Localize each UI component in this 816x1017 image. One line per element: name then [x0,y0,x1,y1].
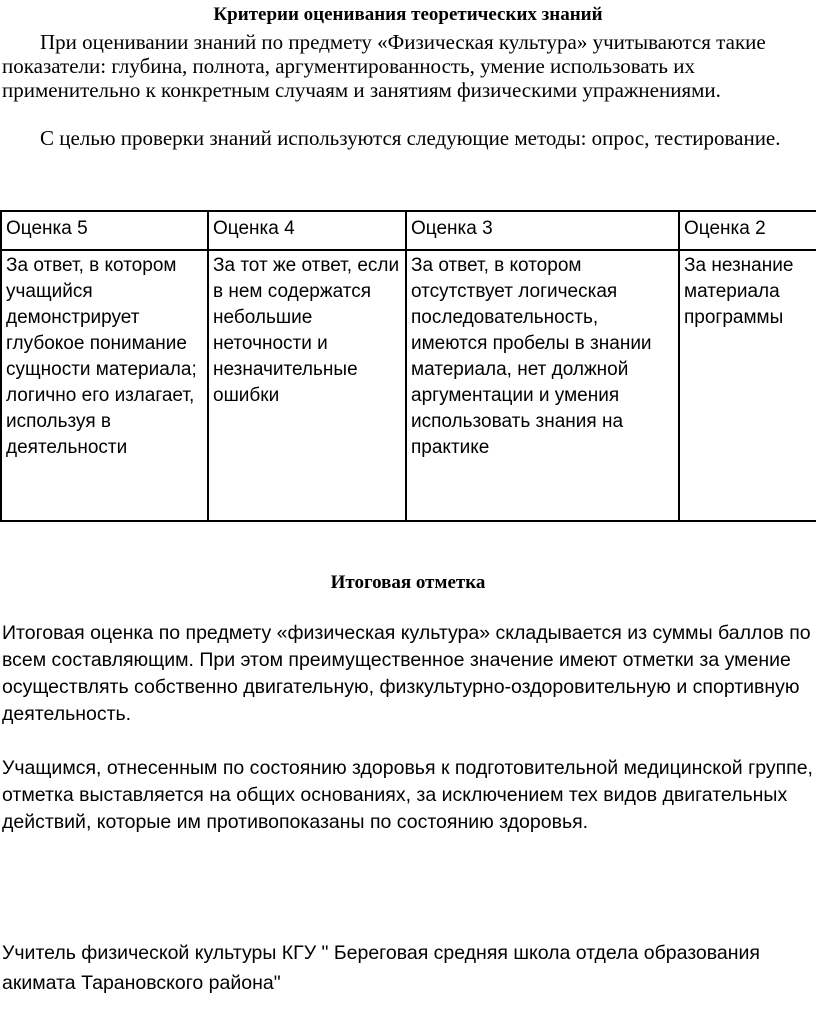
table-row [1,250,816,521]
signature-text: Учитель физической культуры КГУ " Береговая средняя школа отдела образования акимата Тарановского района" [2,942,760,994]
table-header-row [1,211,816,250]
table-header-grade-3: Оценка 3 [406,211,679,250]
section-title: Итоговая отметка [330,572,486,593]
grade-criteria-table [0,210,816,522]
signature [2,938,814,998]
table-header-grade-2: Оценка 2 [679,211,816,250]
final-paragraph: Итоговая оценка по предмету «физическая культура» складывается из суммы баллов по всем составляющим. При этом преимущественное значение имеют отметки за умение осуществлять собственно двигательную, физкультурно-оздоровительную и спортивную деятельность. [2,622,811,725]
intro-paragraph: С целью проверки знаний используются следующие методы: опрос, тестирование. [40,126,781,150]
table-header-grade-5: Оценка 5 [1,211,208,250]
table-cell-grade-2: За незнание материала программы [679,250,816,521]
final-section [2,620,814,863]
intro-section [2,30,814,150]
table-cell-grade-5: За ответ, в котором учащийся демонстрирует глубокое понимание сущности материала; логично его излагает, используя в деятельности [1,250,208,521]
intro-paragraph: При оценивании знаний по предмету «Физическая культура» учитываются такие показатели: глубина, полнота, аргументированность, умение использовать их применительно к конкретным случаям и занятиям физическими упражнениями. [2,30,766,102]
final-paragraph: Учащимся, отнесенным по состоянию здоровья к подготовительной медицинской группе, отметка выставляется на общих основаниях, за исключением тех видов двигательных действий, которые им противопоказаны по состоянию здоровья. [2,757,813,833]
table-header-grade-4: Оценка 4 [208,211,406,250]
table-cell-grade-4: За тот же ответ, если в нем содержатся небольшие неточности и незначительные ошибки [208,250,406,521]
document-title: Критерии оценивания теоретических знаний [213,4,603,25]
paragraph-spacer [2,102,814,126]
table-cell-grade-3: За ответ, в котором отсутствует логическая последовательность, имеются пробелы в знании материала, нет должной аргументации и умения использовать знания на практике [406,250,679,521]
